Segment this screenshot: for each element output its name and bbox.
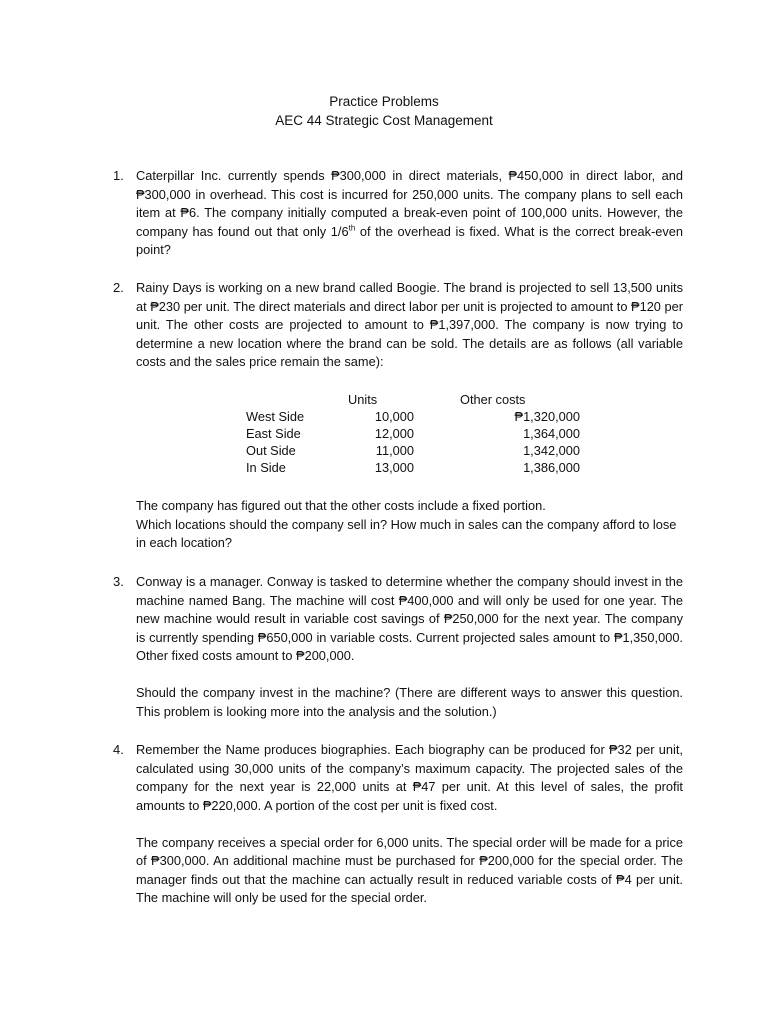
location-units: 13,000 [374, 460, 414, 475]
superscript: th [348, 223, 356, 233]
location-name: Out Side [246, 443, 296, 458]
problem-text: The company receives a special order for 6,000 units. The special order will be made for a price of ₱300,000. An additional machine must be purchased for ₱200,000 for the special order. The manager finds out that the machine can actually result in reduced variable costs of ₱4 per unit. The machine will only be used for the special order. [136, 834, 683, 905]
table-row [246, 459, 580, 476]
problem-number: 3. [113, 574, 124, 589]
location-other-costs: 1,364,000 [523, 426, 580, 441]
problem-1 [113, 167, 683, 260]
problem-text [136, 167, 683, 260]
problem-text: Remember the Name produces biographies. Each biography can be produced for ₱32 per unit, calculated using 30,000 units of the company’s maximum capacity. The projected sales of the company for the next year is 22,000 units at ₱47 per unit. At this level of sales, the profit amounts to ₱220,000. A portion of the cost per unit is fixed cost. [136, 742, 683, 813]
problem-text-part: Caterpillar Inc. currently spends ₱300,000 in direct materials, ₱450,000 in direct labor, and ₱300,000 in overhead. This cost is incurred for 250,000 units. The company plans to sell each item at ₱6. The company initially computed a break-even point of 100,000 units. However, the company has found out that only 1/6 [136, 168, 683, 239]
page-title: Practice Problems [329, 94, 439, 109]
table-header-row [246, 391, 580, 408]
location-units: 12,000 [374, 426, 414, 441]
table-header-blank [246, 391, 334, 408]
problem-text: Conway is a manager. Conway is tasked to determine whether the company should invest in the machine named Bang. The machine will cost ₱400,000 and will only be used for one year. The new machine would result in variable cost savings of ₱250,000 for the next year. The company is currently spending ₱650,000 in variable costs. Current projected sales amount to ₱1,350,000. Other fixed costs amount to ₱200,000. [136, 574, 683, 663]
location-name: East Side [246, 426, 301, 441]
problem-2 [113, 279, 683, 372]
problem-text: The company has figured out that the other costs include a fixed portion. [136, 498, 546, 513]
table-header-units: Units [348, 392, 378, 407]
table-row [246, 425, 580, 442]
problem-number: 2. [113, 280, 124, 295]
location-units: 10,000 [374, 409, 414, 424]
table-header-other-costs: Other costs [460, 392, 526, 407]
problem-text-part: of the overhead is fixed. What is the correct break-even point? [136, 223, 683, 257]
problem-3 [113, 573, 683, 721]
problem-text: Which locations should the company sell in? How much in sales can the company afford to lose in each location? [136, 516, 677, 550]
location-name: In Side [246, 460, 286, 475]
problem-number: 1. [113, 168, 124, 183]
problem-number: 4. [113, 742, 124, 757]
location-other-costs: ₱1,320,000 [514, 409, 580, 424]
location-units: 11,000 [375, 443, 414, 458]
table-row [246, 408, 580, 425]
locations-table [246, 391, 580, 476]
problem-4 [113, 741, 683, 908]
location-other-costs: 1,342,000 [523, 443, 580, 458]
problem-question: Should the company invest in the machine? (There are different ways to answer this question. This problem is looking more into the analysis and the solution.) [136, 685, 683, 719]
problem-2-questions [136, 497, 683, 553]
location-name: West Side [246, 409, 305, 424]
table-row [246, 442, 580, 459]
problem-text: Rainy Days is working on a new brand called Boogie. The brand is projected to sell 13,500 units at ₱230 per unit. The direct materials and direct labor per unit is projected to amount to ₱120 per unit. The other costs are projected to amount to ₱1,397,000. The company is now trying to determine a new location where the brand can be sold. The details are as follows (all variable costs and the sales price remain the same): [136, 280, 683, 369]
course-title: AEC 44 Strategic Cost Management [275, 113, 493, 128]
location-other-costs: 1,386,000 [523, 460, 580, 475]
